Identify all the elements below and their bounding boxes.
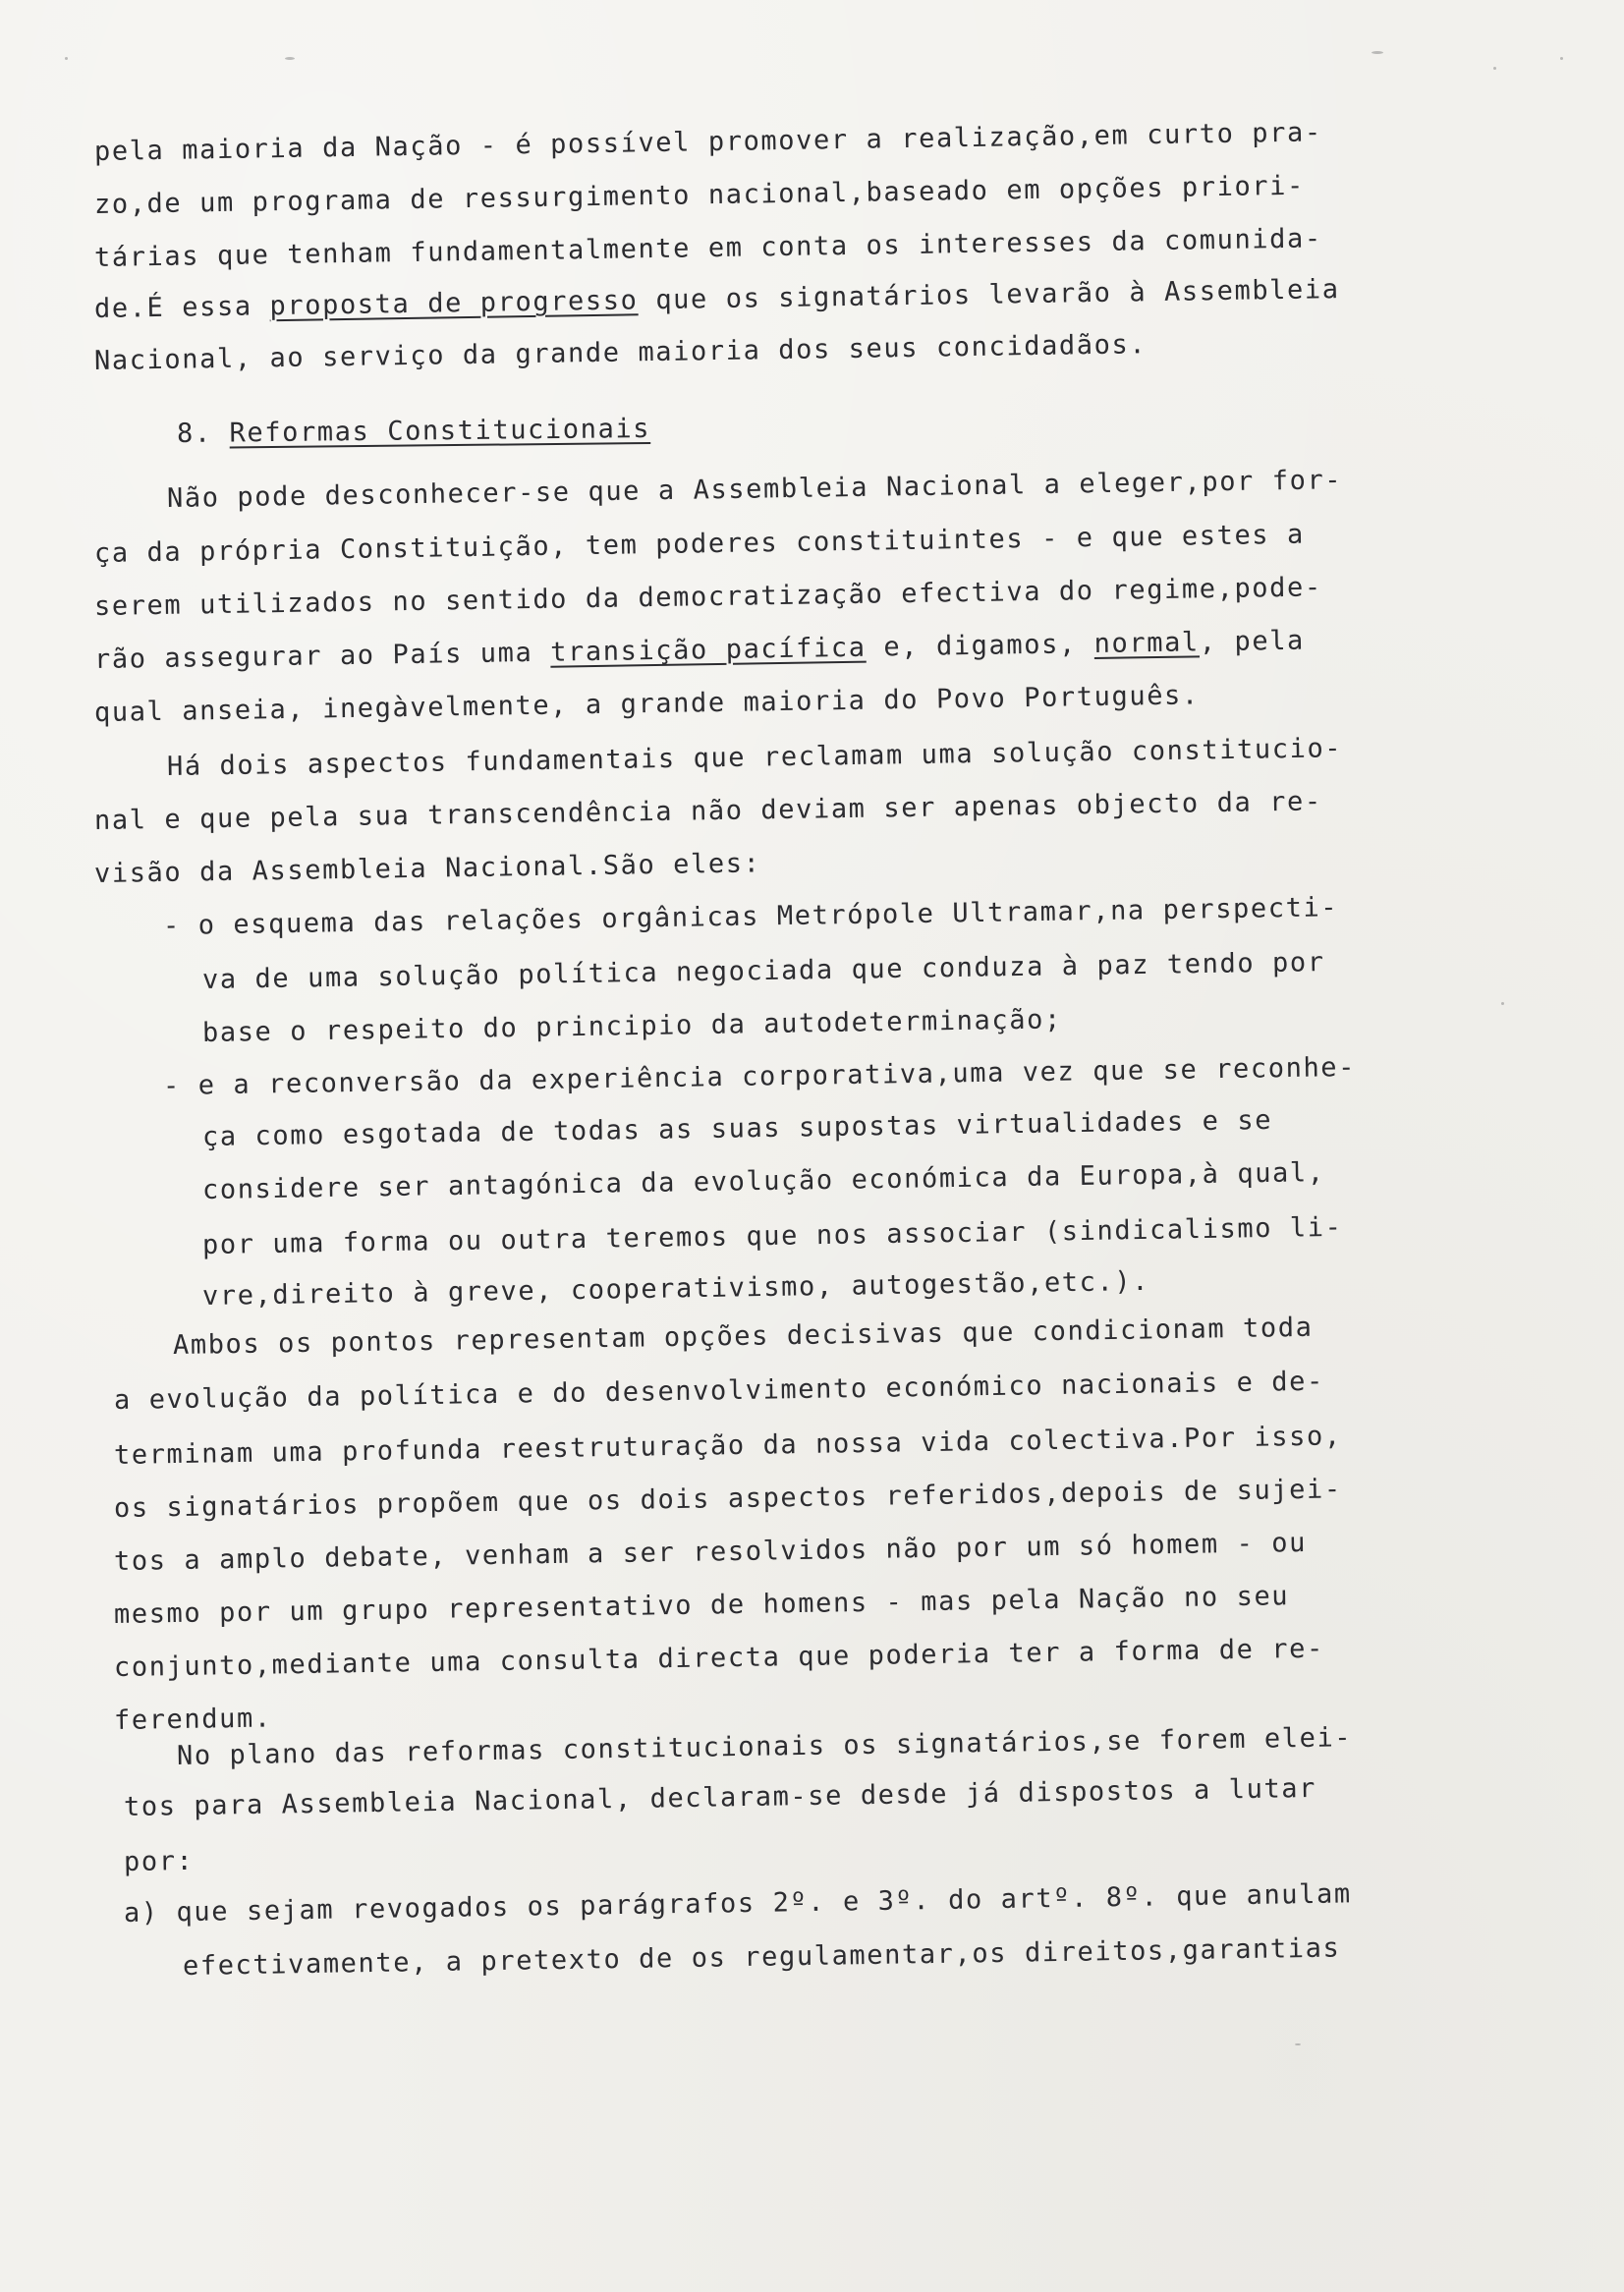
text-fragment: que os signatários levarão à Assembleia xyxy=(638,274,1340,316)
text-line xyxy=(94,624,1305,678)
list-item-line: ça como esgotada de todas as suas supostas virtualidades e se xyxy=(201,1104,1273,1152)
speck xyxy=(285,57,295,60)
list-item-line: por uma forma ou outra teremos que nos associar (sindicalismo li- xyxy=(201,1211,1343,1260)
text-line: No plano das reformas constitucionais os signatários,se forem elei- xyxy=(176,1722,1353,1771)
list-item-line: base o respeito do principio da autodeterminação; xyxy=(201,1004,1063,1048)
text-line: ferendum. xyxy=(113,1703,272,1736)
list-item-line: considere ser antagónica da evolução económica da Europa,à qual, xyxy=(201,1157,1325,1205)
text-line: Há dois aspectos fundamentais que reclamam uma solução constitucio- xyxy=(166,733,1343,782)
text-line: pela maioria da Nação - é possível promover a realização,em curto pra- xyxy=(93,117,1322,167)
section-number: 8. xyxy=(176,418,230,449)
list-item-line: va de uma solução política negociada que conduza à paz tendo por xyxy=(201,947,1325,995)
list-item-line: a) que sejam revogados os parágrafos 2º. e 3º. do artº. 8º. que anulam xyxy=(123,1878,1352,1929)
text-line: Nacional, ao serviço da grande maioria dos seus concidadãos. xyxy=(93,329,1148,376)
text-line: por: xyxy=(123,1845,195,1877)
text-line: zo,de um programa de ressurgimento nacional,baseado em opções priori- xyxy=(93,170,1306,220)
text-line: nal e que pela sua transcendência não deviam ser apenas objecto da re- xyxy=(93,786,1322,836)
underlined-phrase: proposta de progresso xyxy=(269,285,639,322)
text-line: tos para Assembleia Nacional, declaram-se desde já dispostos a lutar xyxy=(123,1772,1317,1822)
text-line: terminam uma profunda reestruturação da nossa vida colectiva.Por isso, xyxy=(113,1421,1342,1471)
text-line: os signatários propõem que os dois aspectos referidos,depois de sujei- xyxy=(113,1474,1342,1524)
text-line xyxy=(94,272,1340,327)
text-line: a evolução da política e do desenvolvimento económico nacionais e de- xyxy=(113,1366,1325,1416)
text-line: Ambos os pontos representam opções decisivas que condicionam toda xyxy=(172,1312,1314,1361)
underlined-phrase: transição pacífica xyxy=(549,632,867,668)
underlined-phrase: normal xyxy=(1093,627,1201,660)
text-fragment: , pela xyxy=(1199,625,1306,658)
speck xyxy=(1501,1002,1504,1005)
speck xyxy=(65,57,68,60)
text-fragment: rão assegurar ao País uma xyxy=(93,637,551,675)
list-item-line: - o esquema das relações orgânicas Metrópole Ultramar,na perspecti- xyxy=(162,892,1339,941)
text-line: mesmo por um grupo representativo de homens - mas pela Nação no seu xyxy=(113,1581,1290,1630)
text-line: serem utilizados no sentido da democratização efectiva do regime,pode- xyxy=(93,572,1322,622)
text-line: qual anseia, inegàvelmente, a grande maioria do Povo Português. xyxy=(93,680,1200,728)
list-item-line: - e a reconversão da experiência corporativa,uma vez que se reconhe- xyxy=(162,1051,1357,1101)
text-line: tos a amplo debate, venham a ser resolvidos não por um só homem - ou xyxy=(113,1527,1308,1577)
section-title: Reformas Constitucionais xyxy=(229,413,651,449)
speck xyxy=(1372,51,1383,54)
text-fragment: e, digamos, xyxy=(866,629,1094,663)
text-line: conjunto,mediante uma consulta directa que poderia ter a forma de re- xyxy=(113,1633,1325,1683)
list-item-line: vre,direito à greve, cooperativismo, autogestão,etc.). xyxy=(201,1265,1150,1312)
text-line: tárias que tenham fundamentalmente em conta os interesses da comunida- xyxy=(93,223,1322,273)
text-line: Não pode desconhecer-se que a Assembleia Nacional a eleger,por for- xyxy=(166,465,1343,514)
speck xyxy=(1493,67,1496,70)
speck xyxy=(1560,57,1563,60)
text-fragment: de.É essa xyxy=(93,291,270,324)
text-line: visão da Assembleia Nacional.São eles: xyxy=(93,848,761,889)
section-heading xyxy=(177,412,650,452)
text-line: ça da própria Constituição, tem poderes constituintes - e que estes a xyxy=(93,519,1306,569)
speck xyxy=(1295,2043,1301,2045)
list-item-line: efectivamente, a pretexto de os regulamentar,os direitos,garantias xyxy=(182,1932,1341,1982)
